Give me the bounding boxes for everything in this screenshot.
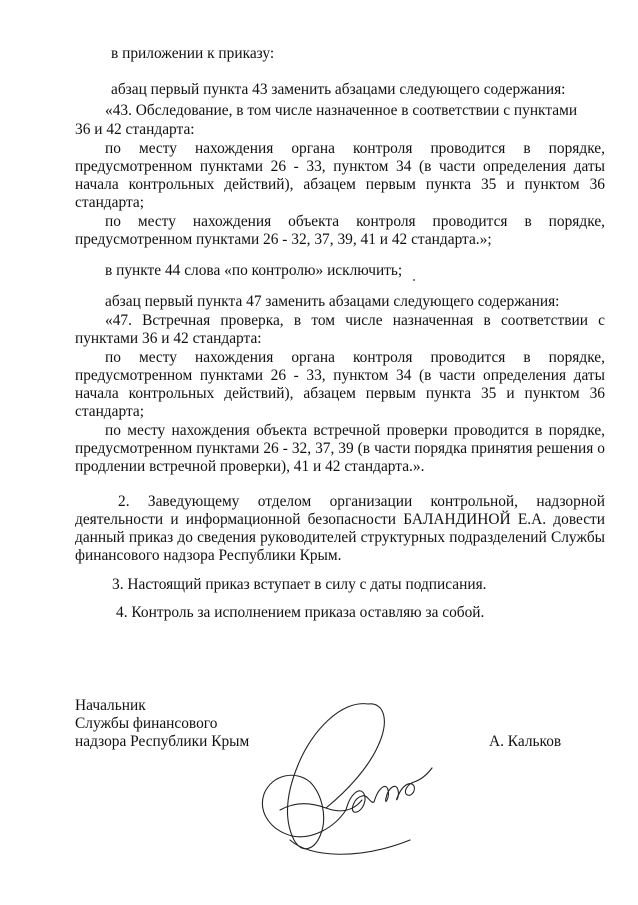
item47-line: стандарта; [75,403,144,420]
signer-name: А. Кальков [489,733,562,750]
item43-line: по месту нахождения объекта контроля проводится в порядке, [105,213,605,230]
item47-line: пунктами 36 и 42 стандарта: [75,330,262,347]
point2-line: финансового надзора Республики Крым. [75,547,342,564]
point2-line: деятельности и информационной безопасности БАЛАНДИНОЙ Е.А. довести [75,511,605,528]
intro-line: в приложении к приказу: [111,45,275,62]
item47-line: по месту нахождения объекта встречной проверки проводится в порядке, [105,422,605,439]
item47-lead: абзац первый пункта 47 заменить абзацами следующего содержания: [105,293,560,310]
item47-line: начала контрольных действий), абзацем первым пункта 35 и пунктом 36 [75,385,605,402]
signer-title-line: надзора Республики Крым [75,733,250,750]
handwritten-signature [250,690,440,890]
item43-line: «43. Обследование, в том числе назначенное в соответствии с пунктами [105,102,578,119]
item47-line: по месту нахождения органа контроля проводится в порядке, [105,349,605,366]
point2-line: данный приказ до сведения руководителей структурных подразделений Службы [75,529,605,546]
item47-line: продлении встречной проверки), 41 и 42 стандарта.». [75,458,425,475]
item47-line: предусмотренном пунктами 26 - 32, 37, 39 (в части порядка принятия решения о [75,440,605,457]
item47-line: «47. Встречная проверка, в том числе назначенная в соответствии с [105,312,605,329]
point3-line: 3. Настоящий приказ вступает в силу с даты подписания. [112,576,487,593]
item43-line: 36 и 42 стандарта: [75,121,195,138]
item43-line: по месту нахождения органа контроля проводится в порядке, [105,140,605,157]
signer-title-line: Службы финансового [75,715,218,732]
item43-line: стандарта; [75,194,144,211]
item43-line: начала контрольных действий), абзацем первым пункта 35 и пунктом 36 [75,176,605,193]
point4-line: 4. Контроль за исполнением приказа оставляю за собой. [116,604,485,621]
point2-line: 2. Заведующему отделом организации контрольной, надзорной [118,493,605,510]
item43-lead: абзац первый пункта 43 заменить абзацами следующего содержания: [111,81,566,98]
signer-title-line: Начальник [75,697,146,714]
item43-line: предусмотренном пунктами 26 - 32, 37, 39, 41 и 42 стандарта.»; [75,231,492,248]
item44-line: в пункте 44 слова «по контролю» исключить; [105,262,403,279]
speck-mark [413,279,415,281]
item47-line: предусмотренном пунктами 26 - 33, пунктом 34 (в части определения даты [75,367,605,384]
item43-line: предусмотренном пунктами 26 - 33, пунктом 34 (в части определения даты [75,158,605,175]
